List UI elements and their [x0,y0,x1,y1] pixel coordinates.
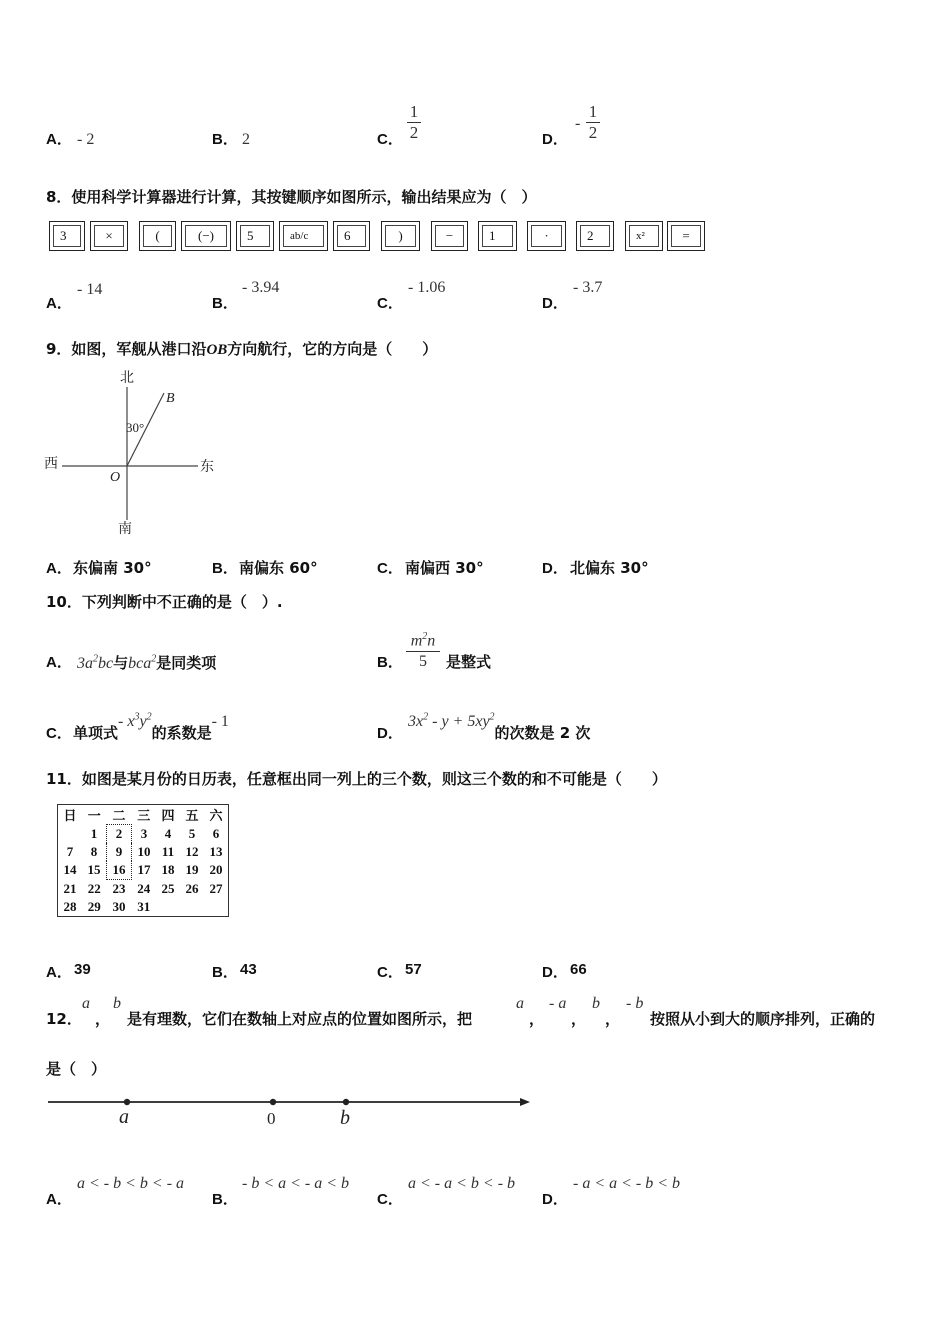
calendar-cell: 25 [161,880,175,896]
q10-c-start: 单项式 [73,724,119,742]
q10-option-c-expr: 单项式- $x^3y^2$的系数是- 1 [73,711,229,742]
calendar-cell: 13 [209,844,223,859]
calendar-cell: 24 [137,880,151,896]
q12-option-b-value: - b < a < - a < b [242,1175,350,1192]
q12-option-b-letter: B． [212,1191,238,1208]
key-label: = [671,225,701,247]
q10-option-c-letter: C． [46,725,72,742]
q9-option-c-value: 南偏西 30° [405,559,484,577]
q11-option-b-letter: B． [212,964,238,981]
q10-option-b-fraction: $m^2n$ 5 [406,627,440,672]
q9-text-end: 方向航行，它的方向是（ ） [227,340,438,358]
key-negative [181,221,231,251]
east-label: 东 [200,459,214,475]
fraction-denominator: 2 [588,123,598,142]
calendar-cell: 31 [137,899,151,914]
q10-option-a-expr: $3a^2bc$与bca$^2$是同类项 [77,653,217,672]
q7-option-c-fraction [407,102,421,143]
key-square [625,221,663,251]
q8-option-c-value: - 1.06 [408,279,446,296]
calendar-cell: 10 [137,844,151,859]
calendar-cell: 一 [87,808,101,824]
calendar-cell: 23 [112,881,126,896]
key-equals [667,221,705,251]
q8-option-a-letter: A． [46,295,72,312]
calendar-cell: 11 [161,844,175,859]
key-open-paren [139,221,176,251]
q8-question-text: 8．使用科学计算器进行计算，其按键顺序如图所示，输出结果应为（ ） [46,188,537,206]
calendar-cell: 二 [112,808,126,823]
q9-option-c-letter: C． [377,560,403,577]
q8-option-d-letter: D． [542,295,568,312]
q9-option-d-letter: D． [542,560,568,577]
calendar-row [58,898,229,917]
calendar-cell: 26 [185,880,199,896]
calendar-cell: 14 [63,862,77,878]
calendar-cell: 四 [161,808,175,824]
calendar-cell: 19 [185,862,199,878]
q9-option-a-letter: A． [46,560,72,577]
key-label: x² [629,225,659,247]
q7-option-d-sign: - [575,115,581,132]
south-label: 南 [118,521,132,537]
calendar-cell: 五 [185,808,199,824]
q11-option-c-value: 57 [405,961,422,978]
calendar-row [58,861,229,880]
point-zero [270,1099,276,1105]
key-label: − [435,225,464,247]
calendar-cell: 30 [112,899,126,914]
q10-option-d-expr: $3x^2 - y + 5xy^2$的次数是 2 次 [408,711,591,742]
q12-text-1: 是有理数，它们在数轴上对应点的位置如图所示，把 [127,1010,473,1028]
calendar-cell: 12 [185,844,199,859]
key-2 [576,221,614,251]
q9-ob-label: OB [206,342,228,358]
q10-c-end: 的系数是 [151,724,212,742]
key-label: × [94,225,124,247]
calendar-cell [180,898,204,917]
calendar-cell: 日 [63,808,77,824]
key-label: · [531,225,562,247]
calendar-cell: 20 [209,862,223,878]
q10-option-b-end: 是整式 [446,653,492,671]
number-line [44,1088,544,1133]
point-a [124,1099,130,1105]
calendar-cell-boxed: 9 [107,843,132,861]
point-a-label: a [119,1106,129,1128]
key-label: ( [143,225,172,247]
calendar-cell-boxed: 16 [107,861,132,880]
compass-figure [40,365,230,540]
point-zero-label: 0 [267,1109,276,1128]
key-label: 3 [53,225,81,247]
q11-option-a-value: 39 [74,961,91,978]
key-6 [333,221,370,251]
key-label: ab/c [283,225,324,247]
calendar-cell: 7 [66,844,74,859]
q10-a-end: 是同类项 [156,654,217,672]
calendar-cell: 六 [209,808,223,824]
q10-option-a-letter: A． [46,654,72,671]
q12-number: 12． [46,1010,82,1028]
calendar-cell: 18 [161,862,175,878]
q12-option-c-value: a < - a < b < - b [408,1175,516,1192]
q10-option-d-letter: D． [377,725,403,742]
number-line-arrow [520,1098,530,1106]
calendar-cell: 28 [63,899,77,914]
q7-option-a-value: - 2 [77,131,95,148]
calendar-header-row [58,805,229,825]
key-multiply [90,221,128,251]
q11-option-c-letter: C． [377,964,403,981]
west-label: 西 [44,456,58,472]
q9-text-start: 9．如图，军舰从港口沿 [46,340,207,358]
key-5 [236,221,274,251]
calendar-cell: 8 [90,844,98,859]
key-decimal-point [527,221,566,251]
calendar-row [58,843,229,861]
calendar-cell [58,825,83,844]
calendar-cell: 1 [90,825,98,841]
calendar-row [58,825,229,844]
key-close-paren [381,221,420,251]
calendar-cell: 4 [164,825,172,841]
q10-question-text: 10．下列判断中不正确的是（ ）. [46,593,283,611]
q10-a-and: 与 [113,654,129,672]
calendar-cell: 17 [137,862,151,878]
q12-option-d-letter: D． [542,1191,568,1208]
q11-option-d-letter: D． [542,964,568,981]
point-b-label: b [340,1107,350,1129]
calendar-cell: 三 [137,808,151,824]
q12-text-3: 是（ ） [46,1060,107,1078]
fraction-denominator: 2 [409,123,419,142]
key-3 [49,221,85,251]
key-label: 6 [337,225,366,247]
calendar-cell: 15 [87,862,101,878]
q12-option-a-value: a < - b < b < - a [77,1175,185,1192]
calendar-cell: 27 [209,880,223,896]
point-b-label: B [166,391,175,406]
key-label: ) [385,225,416,247]
key-label: 5 [240,225,270,247]
calendar-cell: 21 [63,880,77,896]
calendar-cell: 6 [212,825,220,841]
north-label: 北 [120,370,134,386]
point-o-label: O [110,470,121,485]
key-1 [478,221,517,251]
q7-option-c-letter: C． [377,131,403,148]
q12-option-a-letter: A． [46,1191,72,1208]
q7-option-b-letter: B． [212,131,238,148]
q11-option-b-value: 43 [240,961,257,978]
q9-option-d-value: 北偏东 30° [570,559,649,577]
q10-option-b-letter: B． [377,654,403,671]
calendar-cell: 22 [87,880,101,896]
fraction-numerator: 1 [588,102,598,121]
q11-question-text: 11．如图是某月份的日历表，任意框出同一列上的三个数，则这三个数的和不可能是（ ） [46,770,667,788]
calendar-table [57,804,229,917]
q12-option-c-letter: C． [377,1191,403,1208]
calendar-cell-boxed: 2 [107,825,132,844]
q7-option-a-letter: A． [46,131,72,148]
q7-option-d-letter: D． [542,131,568,148]
q11-option-a-letter: A． [46,964,72,981]
calendar-cell: 5 [188,825,196,841]
q8-option-b-value: - 3.94 [242,279,280,296]
q9-option-a-value: 东偏南 30° [73,559,152,577]
q7-option-b-value: 2 [242,131,250,148]
angle-label: 30° [126,420,145,435]
fraction-numerator: 1 [409,102,419,121]
q11-option-d-value: 66 [570,961,587,978]
key-label: 2 [580,225,610,247]
q12-text-2: 按照从小到大的顺序排列，正确的 [650,1010,876,1028]
key-minus [431,221,468,251]
point-b [343,1099,349,1105]
calendar-row [58,880,229,899]
q9-option-b-letter: B． [212,560,238,577]
q9-option-b-value: 南偏东 60° [239,559,318,577]
q10-d-end: 的次数是 2 次 [494,724,591,742]
calendar-cell [156,898,180,917]
calendar-cell: 3 [140,825,148,841]
calendar-cell: 29 [87,899,101,914]
calendar-cell [204,898,229,917]
q8-option-b-letter: B． [212,295,238,312]
q7-option-d-fraction [586,102,600,143]
key-label: (−) [185,225,227,247]
q8-option-c-letter: C． [377,295,403,312]
key-label: 1 [482,225,513,247]
q8-option-a-value: - 14 [77,281,103,298]
q12-option-d-value: - a < a < - b < b [573,1175,681,1192]
q8-option-d-value: - 3.7 [573,279,603,296]
key-fraction [279,221,328,251]
q9-question-text [46,338,437,359]
